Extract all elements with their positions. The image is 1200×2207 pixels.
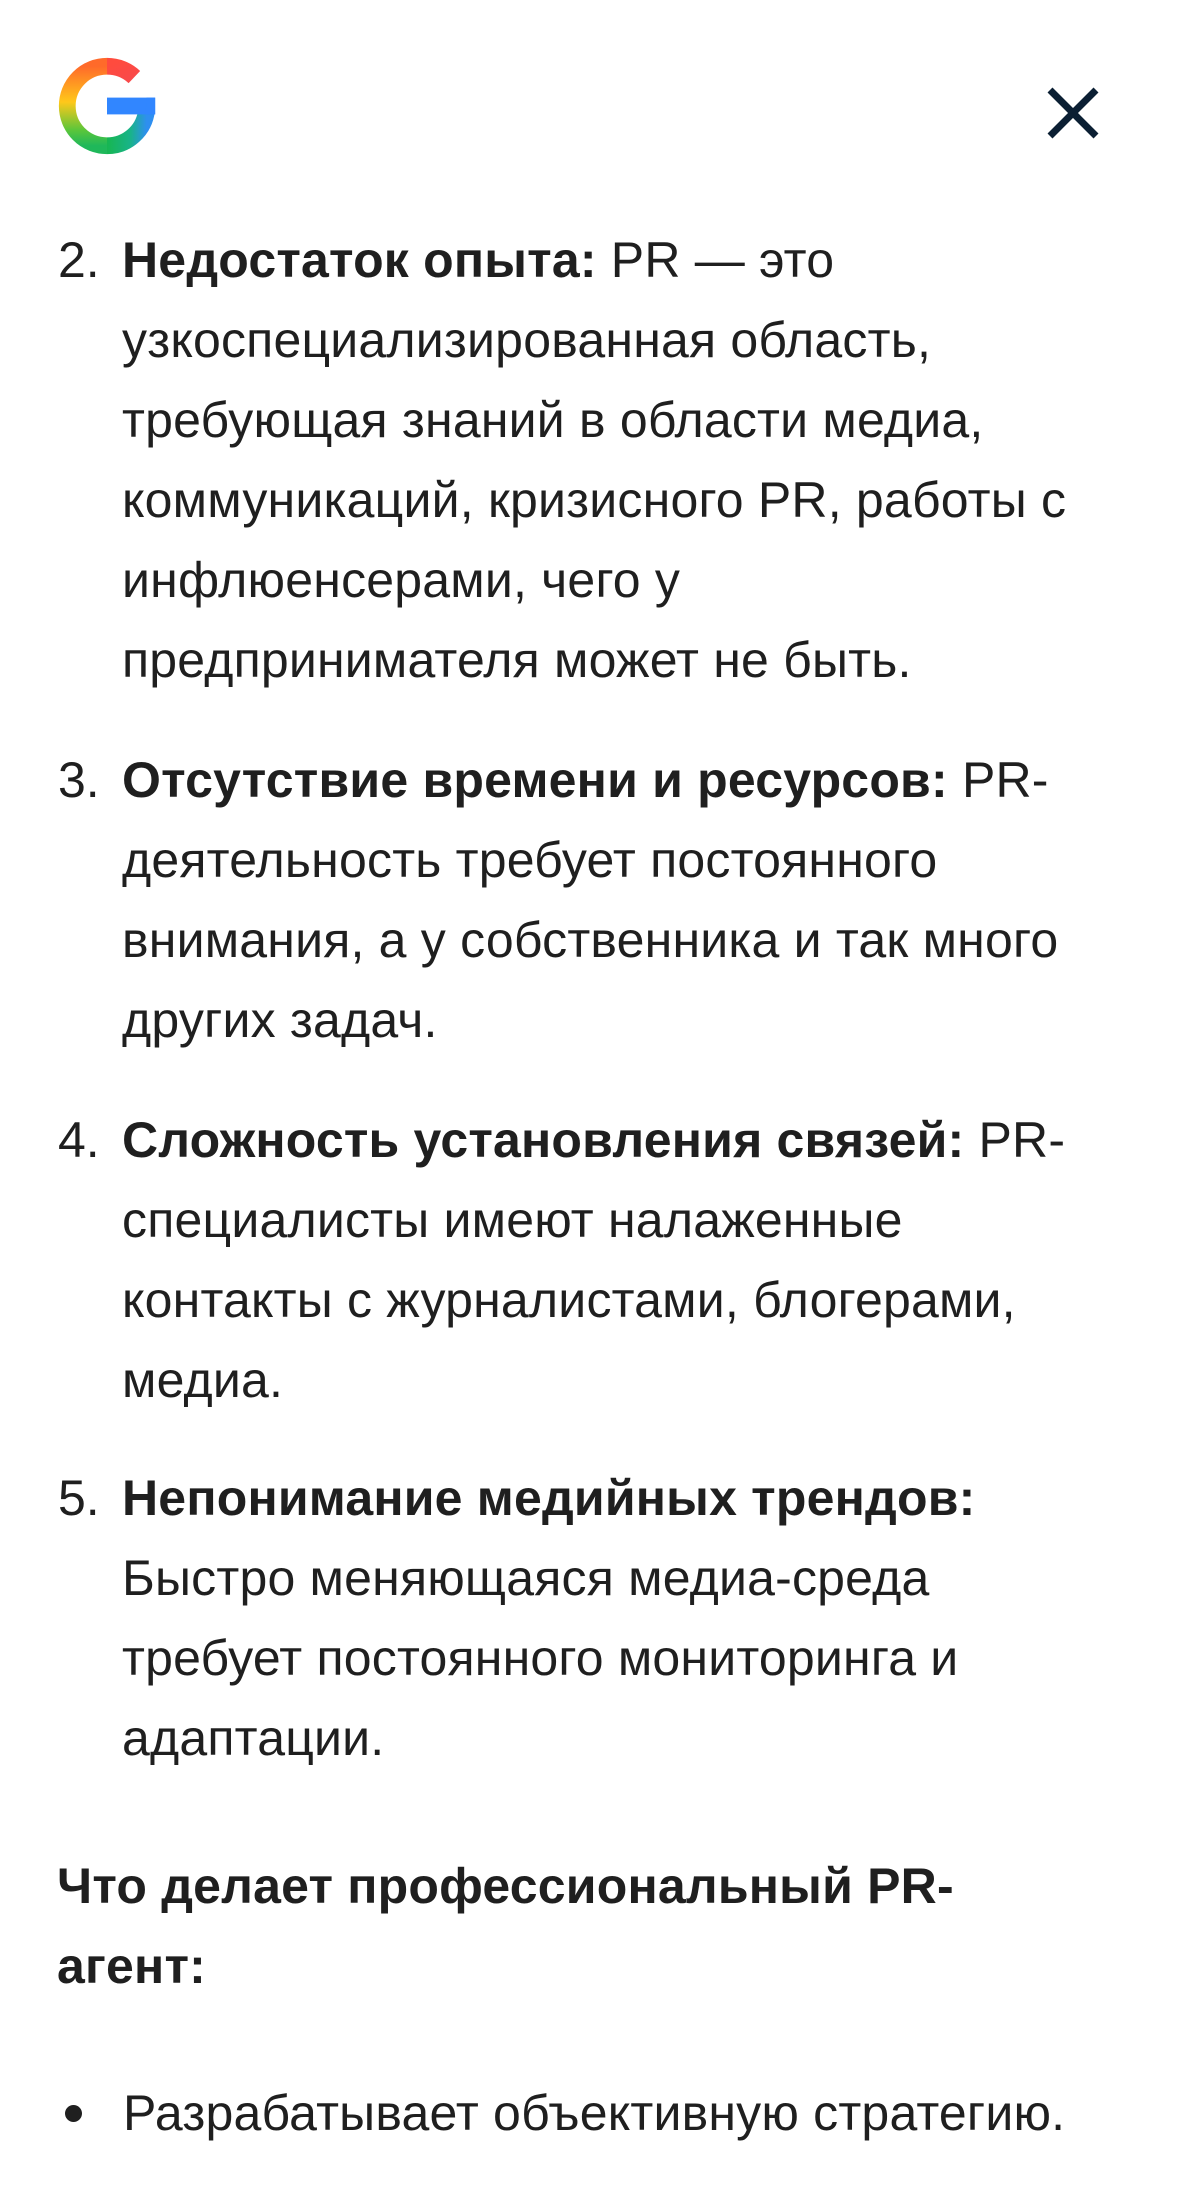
bullet-dot-icon [65,2105,82,2122]
list-item-line: предпринимателя может не быть. [122,632,912,688]
list-item-number: 2. [58,232,100,288]
list-item-line: требующая знаний в области медиа, [122,392,984,448]
list-item-line: требует постоянного мониторинга и [122,1630,959,1686]
list-item-title: Сложность установления связей: [122,1112,965,1168]
list-item-text: PR — это [596,232,835,288]
list-item-line: внимания, а у собственника и так много [122,912,1059,968]
list-item-line: контакты с журналистами, блогерами, [122,1272,1016,1328]
list-item-number: 5. [58,1470,100,1526]
close-button[interactable] [1040,80,1106,146]
section-heading-line: Что делает профессиональный PR- [57,1858,954,1914]
list-item-text: PR- [947,752,1049,808]
list-item-line: специалисты имеют налаженные [122,1192,903,1248]
list-item-line [122,1458,975,1538]
list-item-line: Быстро меняющаяся медиа-среда [122,1550,930,1606]
list-item-number: 4. [58,1112,100,1168]
header-bar [0,0,1200,200]
list-item-text: PR- [964,1112,1066,1168]
list-item-line: адаптации. [122,1710,385,1766]
close-x-icon [1045,85,1101,141]
list-item-line [122,740,1058,820]
list-item-line [122,1100,1065,1180]
list-item-line: других задач. [122,992,438,1048]
list-item-number: 3. [58,752,100,808]
list-item-title: Отсутствие времени и ресурсов: [122,752,948,808]
bullet-text: Разрабатывает объективную стратегию. [123,2085,1066,2141]
section-heading [57,1846,954,2006]
section-heading-line: агент: [57,1938,206,1994]
list-item-line [122,220,1066,300]
google-g-logo-icon [54,53,160,159]
list-item-line: инфлюенсерами, чего у [122,552,681,608]
list-item-line: деятельность требует постоянного [122,832,938,888]
list-item-line: медиа. [122,1352,284,1408]
list-item-line: коммуникаций, кризисного PR, работы с [122,472,1067,528]
list-item-title: Недостаток опыта: [122,232,597,288]
list-item-line: узкоспециализированная область, [122,312,932,368]
list-item-title: Непонимание медийных трендов: [122,1470,976,1526]
